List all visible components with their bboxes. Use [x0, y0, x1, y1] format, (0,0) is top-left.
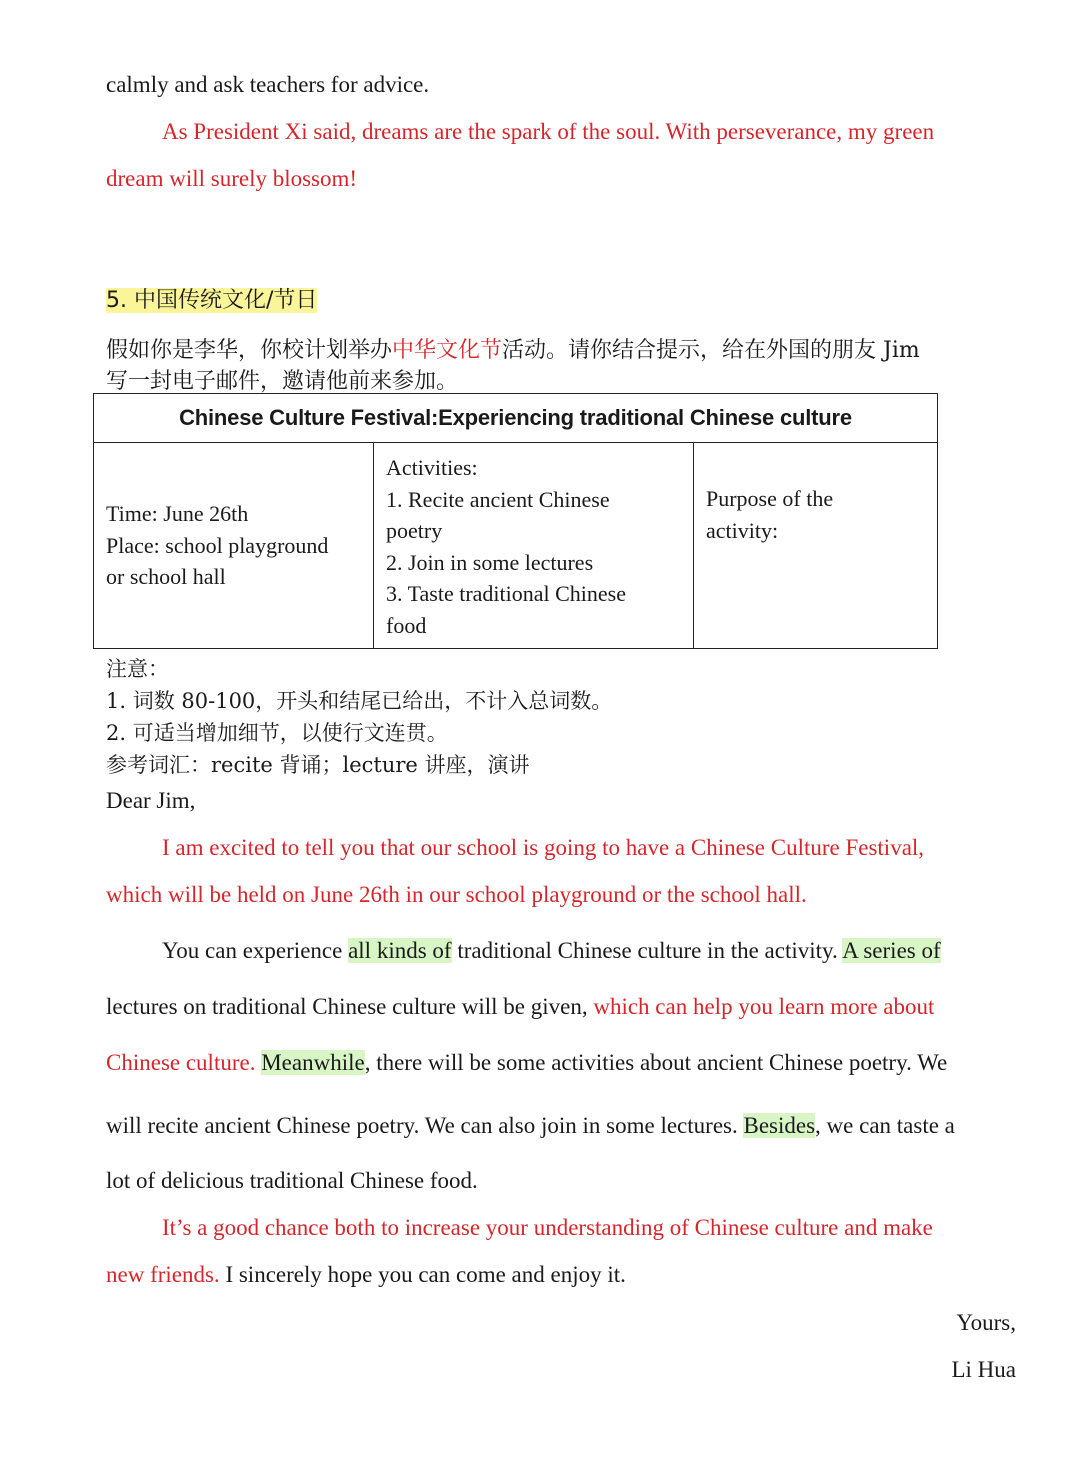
highlighted-phrase: Meanwhile — [261, 1050, 365, 1075]
prompt-text: 活动。请你结合提示，给在外国的朋友 Jim — [502, 338, 920, 363]
text: You can experience — [162, 938, 349, 963]
paragraph-line — [106, 1113, 955, 1139]
red-text: which can help you learn more about — [593, 994, 935, 1019]
salutation: Dear Jim, — [106, 788, 196, 813]
festival-table — [93, 393, 938, 649]
note-line: 2. 可适当增加细节，以使行文连贯。 — [106, 721, 448, 745]
text: will recite ancient Chinese poetry. We can also join in some lectures. — [106, 1113, 744, 1138]
vocab-line: 参考词汇：recite 背诵；lecture 讲座，演讲 — [106, 753, 530, 777]
quote-line: As President Xi said, dreams are the spark of the soul. With perseverance, my green — [162, 119, 935, 144]
prompt-line: 写一封电子邮件，邀请他前来参加。 — [106, 369, 459, 394]
highlighted-phrase: A series of — [842, 938, 941, 963]
red-text: Chinese culture. — [106, 1050, 256, 1075]
note-line: 1. 词数 80-100，开头和结尾已给出，不计入总词数。 — [106, 689, 613, 713]
highlighted-phrase: all kinds of — [348, 938, 452, 963]
section-heading — [106, 283, 317, 314]
time-text: Time: June 26th — [106, 501, 249, 526]
text: lectures on traditional Chinese culture will be given, — [106, 994, 594, 1019]
place-text: Place: school playground — [106, 532, 329, 558]
activity-line: food — [386, 612, 427, 638]
red-text: new friends. — [106, 1262, 220, 1287]
text-line: calmly and ask teachers for advice. — [106, 72, 430, 97]
paragraph-line: I am excited to tell you that our school is going to have a Chinese Culture Festival, — [162, 835, 925, 860]
prompt-highlight: 中华文化节 — [392, 338, 503, 363]
place-text: or school hall — [106, 564, 226, 589]
table-body — [94, 443, 937, 648]
paragraph-line: lot of delicious traditional Chinese food. — [106, 1168, 478, 1193]
purpose-text: activity: — [706, 517, 779, 543]
section-heading-text: 5. 中国传统文化/节日 — [106, 288, 318, 313]
activity-line: 1. Recite ancient Chinese — [386, 486, 610, 512]
text: I sincerely hope you can come and enjoy it. — [219, 1262, 626, 1287]
activity-line: 3. Taste traditional Chinese — [386, 581, 627, 606]
cell-purpose — [694, 443, 937, 648]
purpose-text: Purpose of the — [706, 486, 834, 511]
table-title: Chinese Culture Festival:Experiencing traditional Chinese culture — [94, 394, 937, 443]
paragraph-line — [106, 1262, 626, 1288]
prompt-text: 假如你是李华，你校计划举办 — [106, 338, 393, 363]
text: , there will be some activities about ancient Chinese poetry. We — [364, 1050, 948, 1075]
cell-time-place — [94, 443, 374, 648]
paragraph-line: It’s a good chance both to increase your understanding of Chinese culture and make — [162, 1215, 933, 1240]
paragraph-line — [162, 938, 941, 964]
paragraph-line — [106, 1050, 947, 1076]
cell-activities — [374, 443, 694, 648]
text: traditional Chinese culture in the activity. — [451, 938, 843, 963]
highlighted-phrase: Besides — [743, 1113, 816, 1138]
paragraph-line — [106, 994, 934, 1020]
activities-heading: Activities: — [386, 455, 478, 480]
text: , we can taste a — [815, 1113, 955, 1138]
prompt-line — [106, 333, 920, 364]
quote-line: dream will surely blossom! — [106, 166, 358, 191]
notes-heading: 注意： — [106, 657, 169, 681]
paragraph-line: which will be held on June 26th in our school playground or the school hall. — [106, 882, 807, 907]
signature: Li Hua — [951, 1357, 1016, 1382]
closing: Yours, — [956, 1310, 1016, 1335]
activity-line: 2. Join in some lectures — [386, 549, 594, 575]
activity-line: poetry — [386, 518, 443, 543]
